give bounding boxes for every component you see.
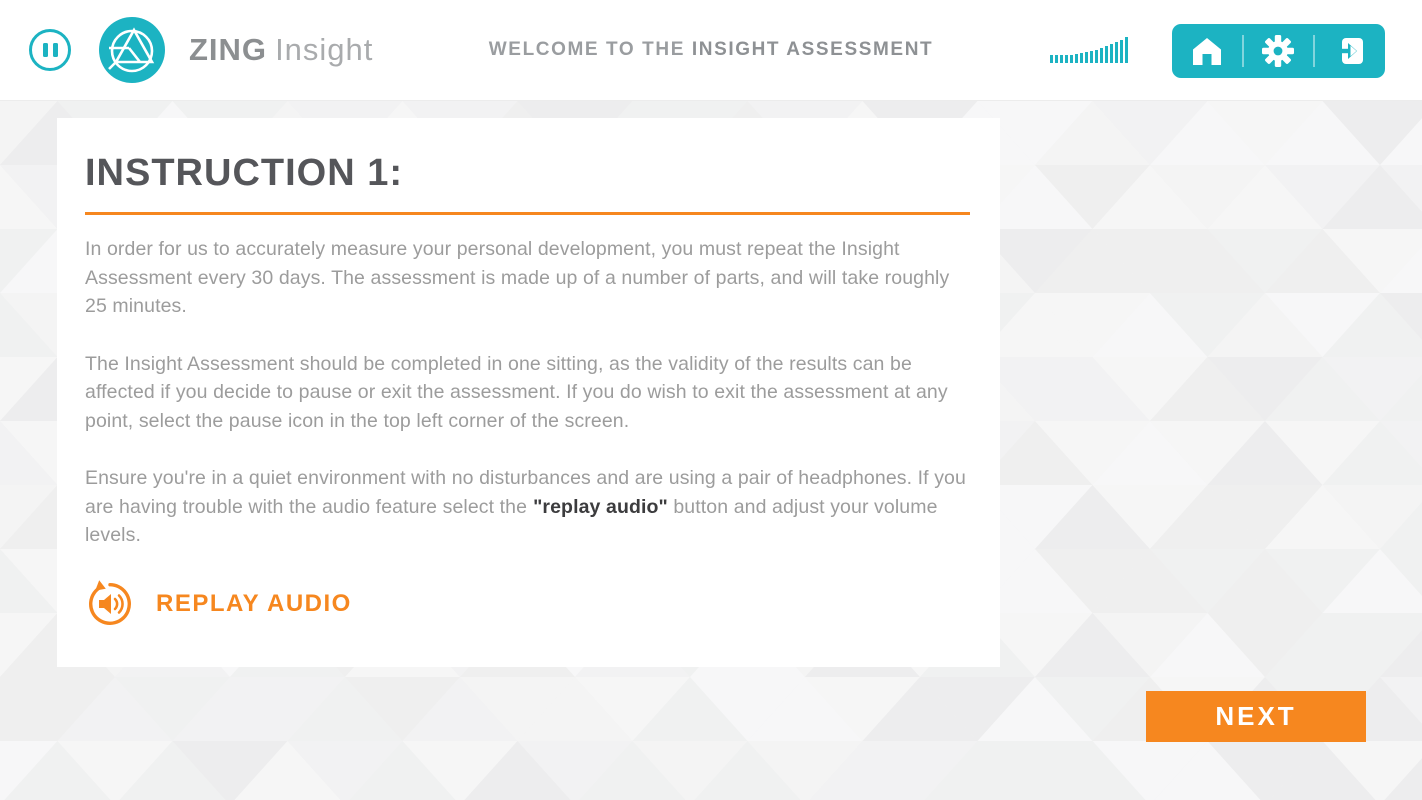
volume-bar	[1080, 53, 1083, 63]
exit-icon	[1334, 35, 1366, 67]
pause-button[interactable]	[29, 29, 71, 71]
settings-button[interactable]	[1255, 28, 1301, 74]
volume-indicator	[1050, 37, 1128, 63]
instruction-heading: INSTRUCTION 1:	[85, 152, 403, 194]
next-button[interactable]: NEXT	[1146, 691, 1366, 742]
replay-audio-button[interactable]	[85, 579, 352, 629]
volume-bar	[1095, 50, 1098, 63]
home-button[interactable]	[1184, 28, 1230, 74]
instruction-paragraph-3: Ensure you're in a quiet environment with no disturbances and are using a pair of headphones. If you are having trouble with the audio feature select the "replay audio" button and adjust your volume levels.	[85, 467, 966, 546]
pause-icon	[53, 43, 58, 57]
volume-bar	[1060, 55, 1063, 63]
volume-bar	[1100, 48, 1103, 63]
home-icon	[1191, 36, 1223, 66]
instruction-paragraph-2: The Insight Assessment should be completed in one sitting, as the validity of the results can be affected if you decide to pause or exit the assessment. If you do wish to exit the assessment at any point, select the pause icon in the top left corner of the screen.	[85, 352, 948, 432]
exit-button[interactable]	[1327, 28, 1373, 74]
zing-logo	[99, 17, 165, 83]
volume-bar	[1105, 46, 1108, 63]
volume-bar	[1115, 42, 1118, 63]
header	[0, 0, 1422, 101]
nav-divider	[1313, 35, 1315, 67]
nav-divider	[1242, 35, 1244, 67]
volume-bar	[1090, 51, 1093, 63]
brand-title	[189, 32, 373, 68]
main-area	[0, 101, 1422, 800]
volume-bar	[1050, 55, 1053, 63]
volume-bar	[1070, 55, 1073, 63]
replay-audio-icon	[85, 579, 135, 629]
volume-bar	[1075, 54, 1078, 63]
replay-audio-quote: "replay audio"	[533, 495, 668, 518]
volume-bar	[1055, 55, 1058, 63]
volume-bar	[1120, 40, 1123, 63]
brand-zing: ZING	[189, 32, 268, 67]
zing-logo-icon	[99, 17, 165, 83]
brand-insight: Insight	[275, 32, 374, 67]
page-title: WELCOME TO THE INSIGHT ASSESSMENT	[488, 39, 934, 60]
nav-panel	[1172, 24, 1385, 78]
gear-icon	[1261, 34, 1295, 68]
instruction-card	[57, 118, 1000, 667]
volume-bar	[1125, 37, 1128, 63]
volume-bar	[1065, 55, 1068, 63]
volume-bar	[1110, 44, 1113, 63]
heading-underline	[85, 212, 970, 215]
pause-icon	[43, 43, 48, 57]
volume-bar	[1085, 52, 1088, 63]
replay-audio-label: REPLAY AUDIO	[156, 589, 352, 617]
instruction-paragraph-1: In order for us to accurately measure your personal development, you must repeat the Insight Assessment every 30 days. The assessment is made up of a number of parts, and will take roughly 25 minutes.	[85, 238, 950, 317]
